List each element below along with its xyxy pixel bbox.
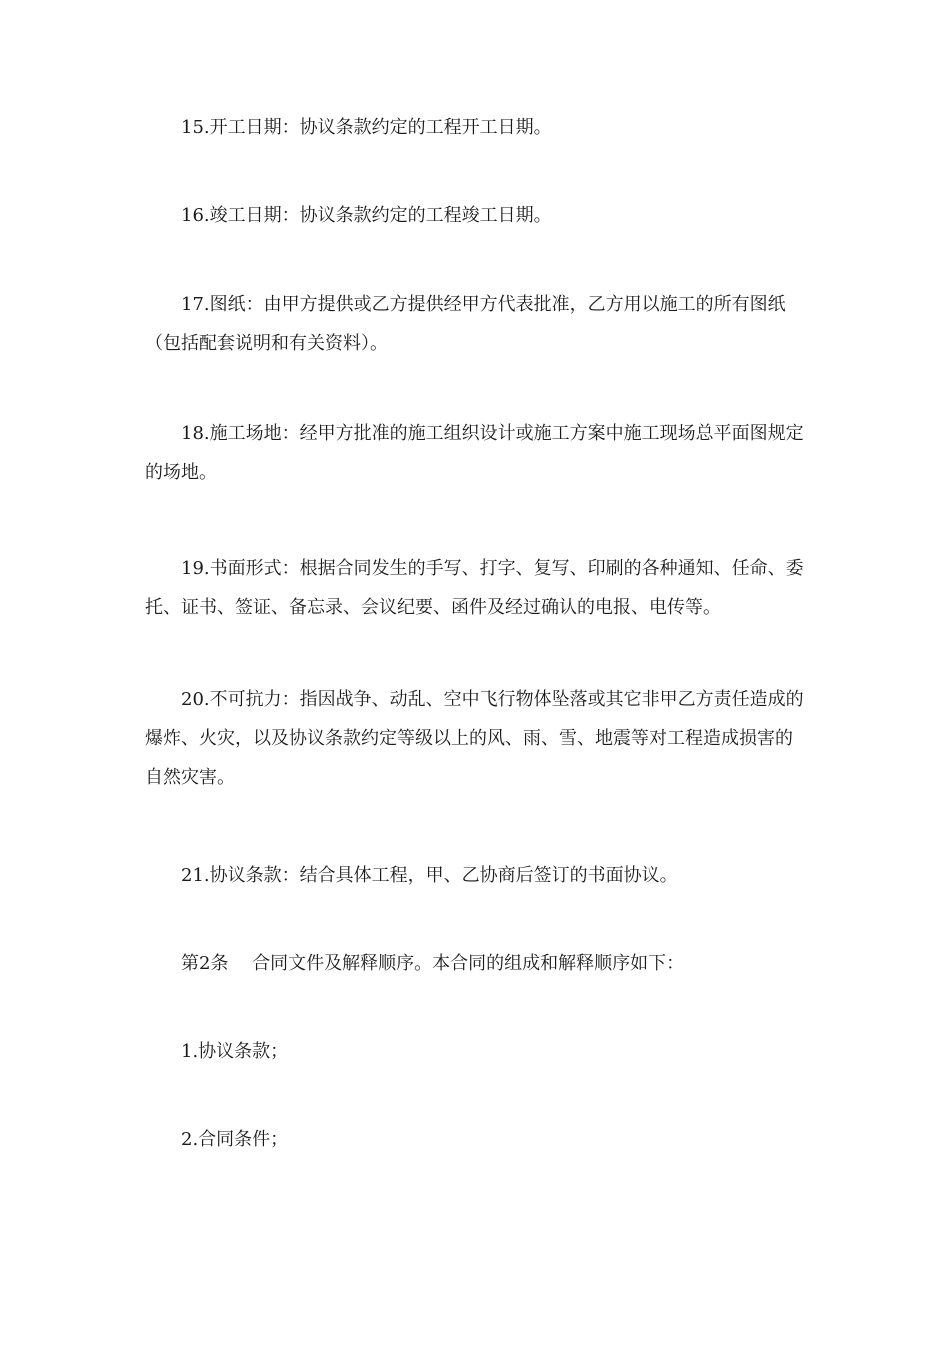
paragraph-15-start-date: 15.开工日期：协议条款约定的工程开工日期。: [181, 117, 552, 138]
paragraph-17-drawings: 17.图纸：由甲方提供或乙方提供经甲方代表批准，乙方用以施工的所有图纸（包括配套说明和有关资料）。: [145, 294, 786, 354]
paragraph-19-written-form: 19.书面形式：根据合同发生的手写、打字、复写、印刷的各种通知、任命、委托、证书、签证、备忘录、会议纪要、函件及经过确认的电报、电传等。: [145, 558, 804, 618]
paragraph-21-agreement-terms: 21.协议条款：结合具体工程，甲、乙协商后签订的书面协议。: [181, 865, 678, 886]
list-item-2: 2.合同条件；: [181, 1129, 289, 1150]
article-2-heading: 第2条 合同文件及解释顺序。本合同的组成和解释顺序如下：: [181, 953, 685, 974]
list-item-1: 1.协议条款；: [181, 1041, 289, 1062]
paragraph-16-completion-date: 16.竣工日期：协议条款约定的工程竣工日期。: [181, 205, 552, 226]
paragraph-20-force-majeure: 20.不可抗力：指因战争、动乱、空中飞行物体坠落或其它非甲乙方责任造成的爆炸、火灾，以及协议条款约定等级以上的风、雨、雪、地震等对工程造成损害的自然灾害。: [145, 689, 804, 788]
paragraph-18-construction-site: 18.施工场地：经甲方批准的施工组织设计或施工方案中施工现场总平面图规定的场地。: [145, 423, 804, 483]
